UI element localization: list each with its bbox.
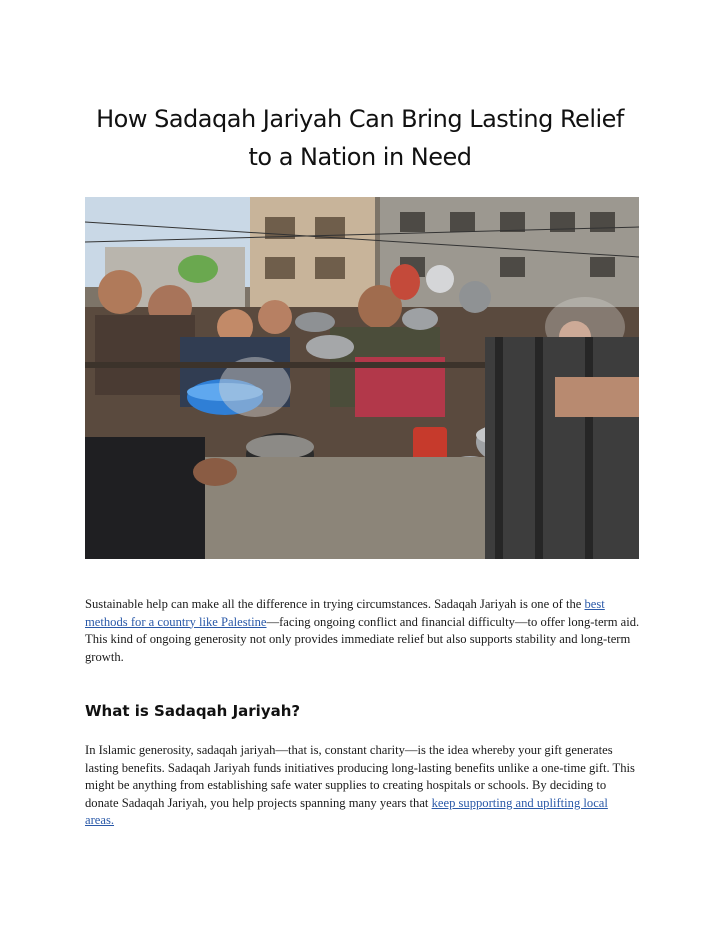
- intro-paragraph: [85, 596, 640, 666]
- hero-photo: [85, 197, 639, 559]
- title-line-1: How Sadaqah Jariyah Can Bring Lasting Relief: [96, 105, 624, 133]
- palestine-methods-link[interactable]: best methods for a country like Palestine: [85, 597, 605, 629]
- title-line-2: to a Nation in Need: [248, 143, 472, 171]
- hero-photo-illustration: [85, 197, 639, 559]
- section-text-start: In Islamic generosity, sadaqah jariyah—that is, constant charity—is the idea whereby your gift generates lasting benefits. Sadaqah Jariyah funds initiatives producing long-lasting benefits unlike a one-time gift. This might be anything from establishing safe water supplies to creating hospitals or schools. By deciding to donate Sadaqah Jariyah, you help projects spanning many years that: [85, 743, 635, 810]
- page-title: [60, 100, 660, 176]
- section-paragraph: [85, 742, 640, 830]
- intro-text-start: Sustainable help can make all the difference in trying circumstances. Sadaqah Jariyah is one of the: [85, 597, 585, 611]
- section-heading: What is Sadaqah Jariyah?: [85, 702, 301, 720]
- uplifting-areas-link[interactable]: keep supporting and uplifting local areas.: [85, 795, 608, 828]
- intro-text-end: —facing ongoing conflict and financial difficulty—to offer long-term aid. This kind of ongoing generosity not only provides immediate relief but also supports stability and long-term growth.: [85, 614, 640, 664]
